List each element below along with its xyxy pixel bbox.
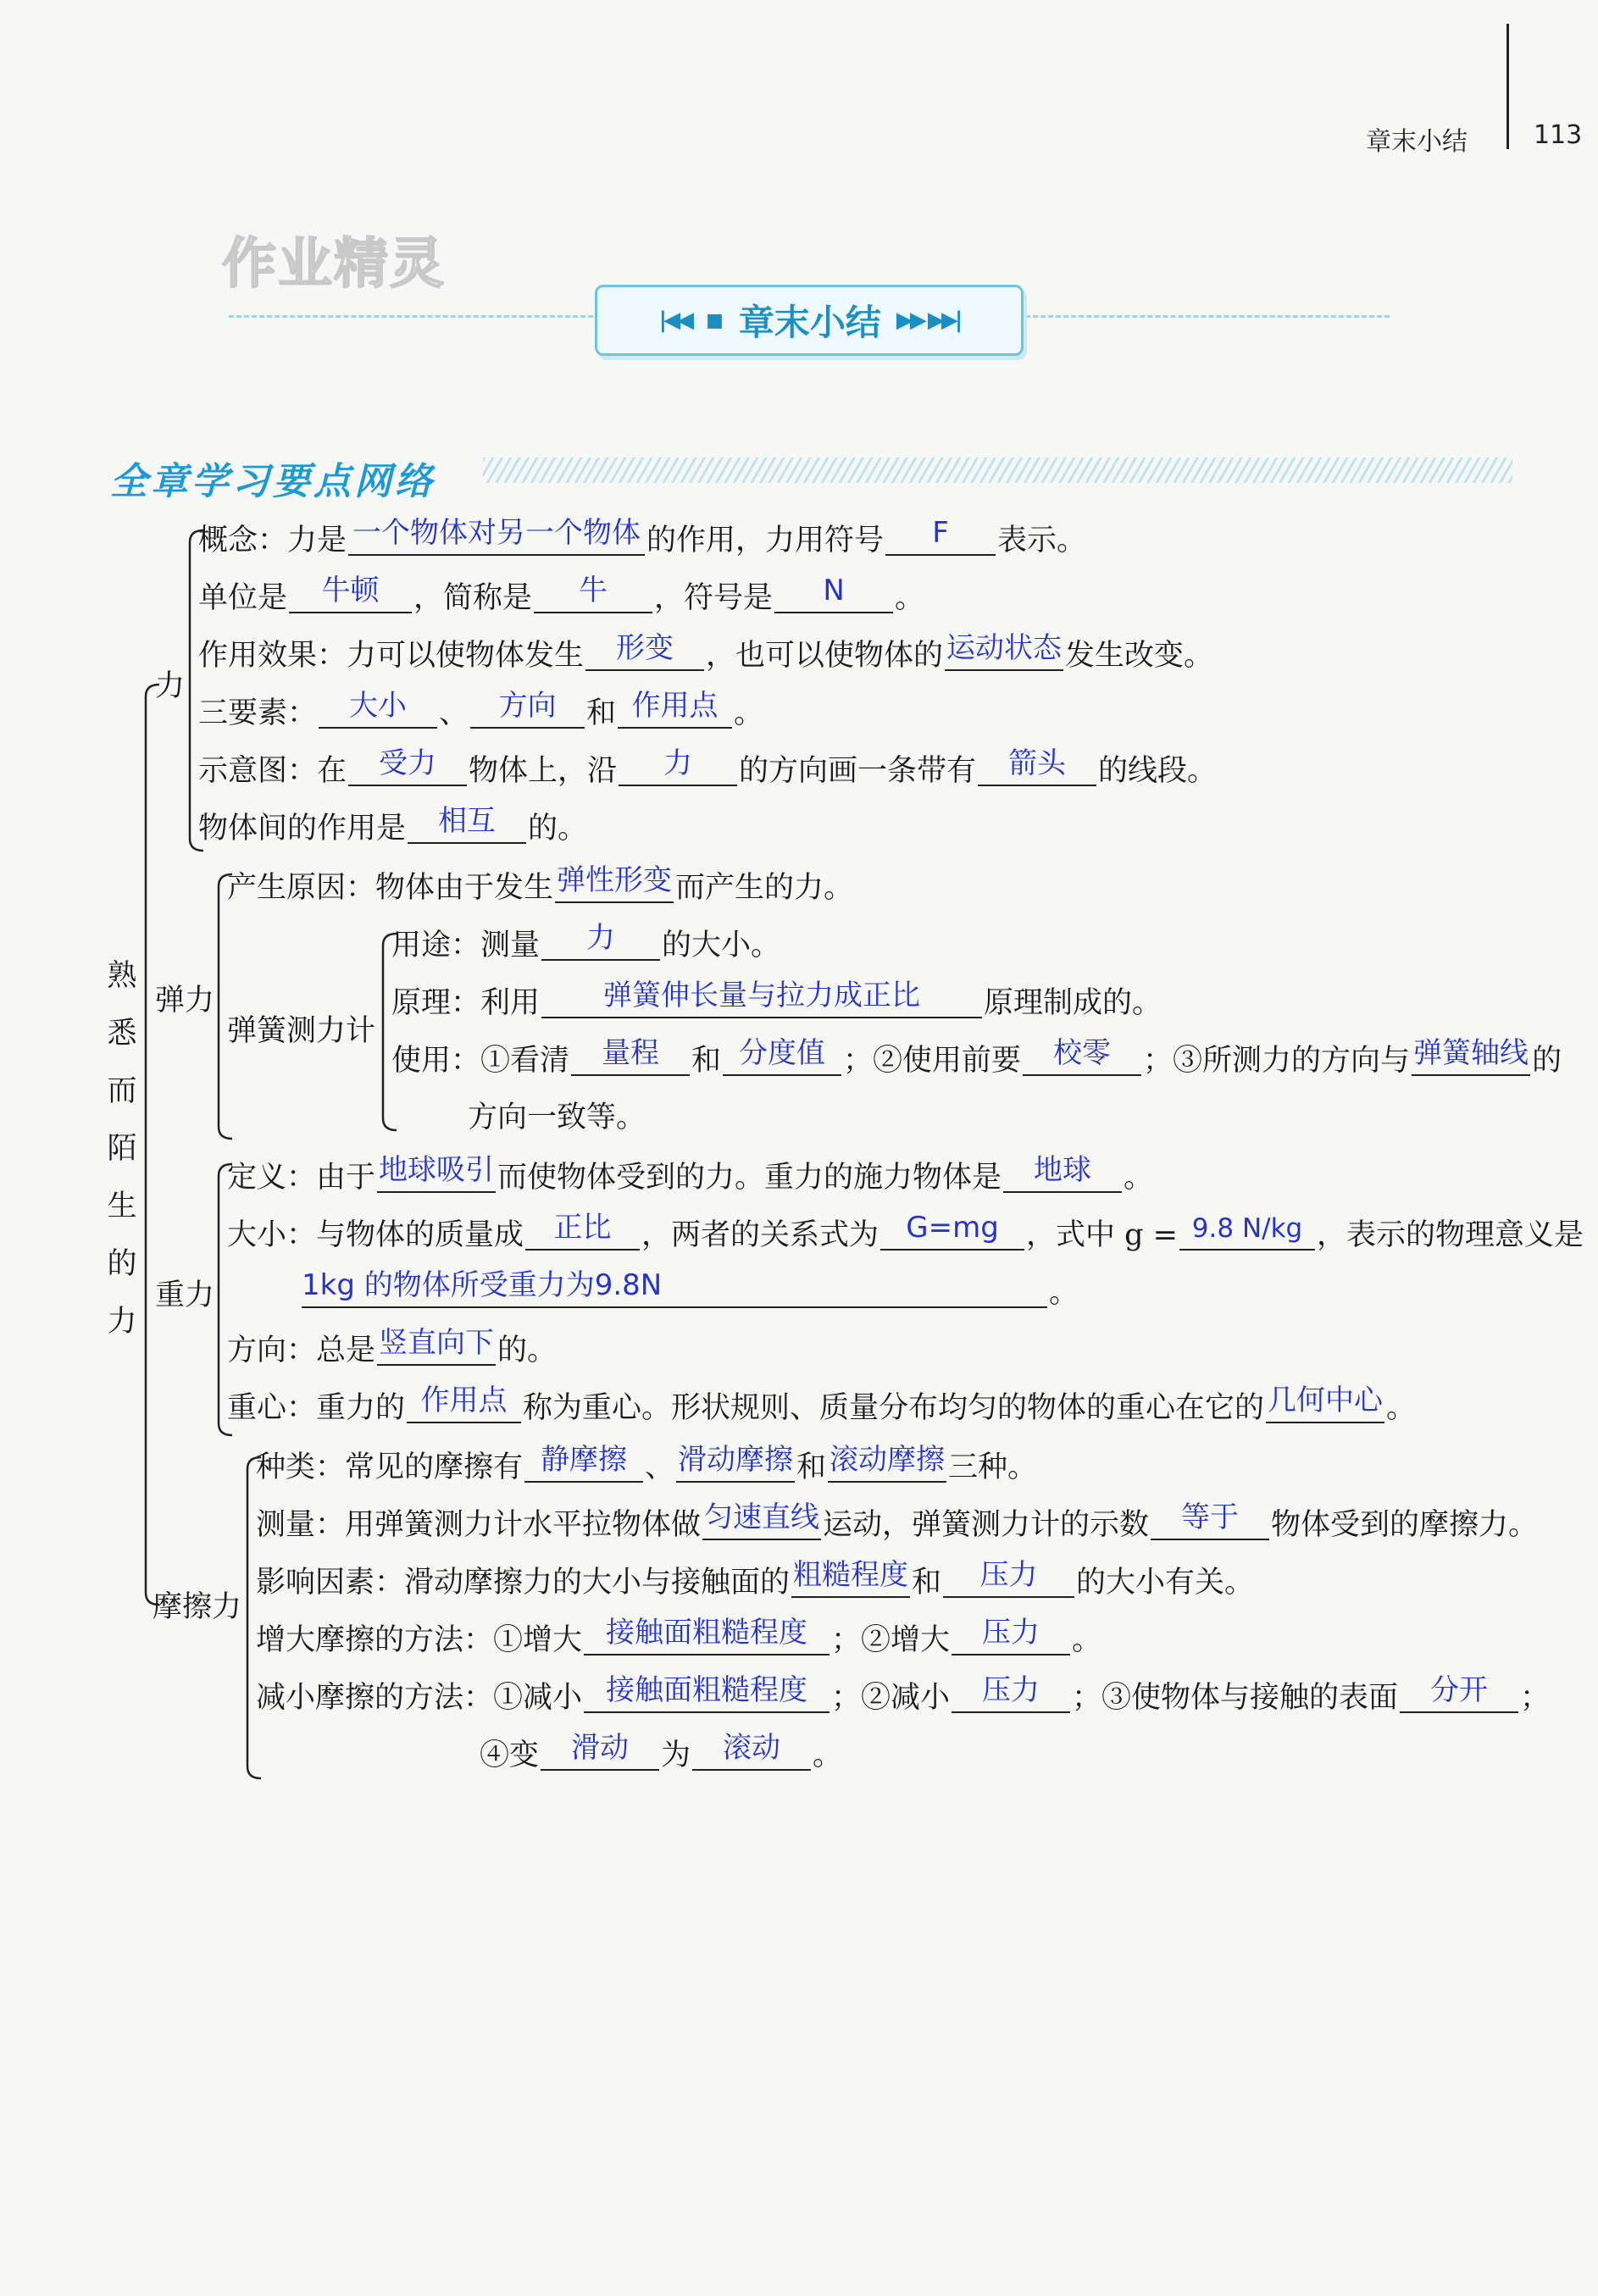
page-number: 113 [1534,120,1583,150]
spring-usage-cont-line: 方向一致等。 [468,1101,646,1134]
banner-title: 章末小结 [738,302,881,343]
force-three-elements-line: 三要素： 大小 、 方向 和 作用点 。 [198,689,764,730]
answer-blank: 滚动 [692,1740,811,1771]
fast-forward-icon: ▶▶ ▶▶| [896,308,960,333]
watermark-logo: 作业精灵 [222,233,446,296]
elastic-cause-line: 产生原因：物体由于发生 弹性形变 而产生的力。 [227,863,854,905]
answer-blank: 压力 [952,1683,1070,1713]
answer-blank: 受力 [348,756,467,786]
spring-use-line: 用途：测量 力 的大小。 [391,921,781,962]
answer-blank: 9.8 N/kg [1179,1220,1315,1251]
answer-blank: F [885,525,996,556]
gravity-definition-line: 定义：由于 地球吸引 而使物体受到的力。重力的施力物体是 地球 。 [227,1153,1154,1195]
group-friction: 摩擦力 [153,1590,242,1624]
answer-blank: 1kg 的物体所受重力为9.8N [302,1278,1047,1308]
answer-blank: 大小 [319,698,437,729]
root-topic-label: 熟悉而陌生的力 [107,959,137,1339]
force-brace [190,530,203,851]
answer-blank: 滚动摩擦 [828,1452,946,1483]
answer-blank: 分度值 [723,1045,841,1076]
answer-blank: 形变 [585,641,704,671]
root-brace [146,685,159,1605]
answer-blank: 牛 [534,583,652,613]
answer-blank: 相互 [408,813,526,844]
force-mutual-line: 物体间的作用是 相互 的。 [198,804,588,846]
answer-blank: 接触面粗糙程度 [584,1683,830,1713]
friction-factors-line: 影响因素：滑动摩擦力的大小与接触面的 粗糙程度 和 压力 的大小有关。 [256,1558,1255,1600]
friction-decrease-line: 减小摩擦的方法：①减小 接触面粗糙程度 ；②减小 压力 ；③使物体与接触的表面 分开 ； [256,1673,1551,1715]
force-effect-line: 作用效果：力可以使物体发生 形变 ，也可以使物体的 运动状态 发生改变。 [198,631,1214,673]
answer-blank: 竖直向下 [377,1335,496,1366]
answer-blank: 一个物体对另一个物体 [348,525,645,556]
answer-blank: 方向 [470,698,585,729]
spring-principle-line: 原理：利用 弹簧伸长量与拉力成正比 原理制成的。 [391,979,1162,1020]
answer-blank: 牛顿 [289,583,412,613]
friction-brace [247,1457,261,1778]
answer-blank: G=mg [880,1220,1024,1251]
friction-measure-line: 测量：用弹簧测力计水平拉物体做 匀速直线 运动，弹簧测力计的示数 等于 物体受到的摩擦力。 [256,1500,1539,1542]
friction-decrease-cont-line: ④变 滑动 为 滚动 。 [480,1731,843,1772]
group-elastic: 弹力 [155,984,215,1018]
answer-blank: 地球 [1003,1162,1122,1193]
answer-blank: 作用点 [407,1393,521,1423]
answer-blank: 静摩擦 [524,1452,643,1483]
group-force: 力 [155,669,186,703]
gravity-meaning-line: 1kg 的物体所受重力为9.8N 。 [302,1268,1079,1310]
answer-blank: 弹性形变 [555,873,674,903]
force-diagram-line: 示意图：在 受力 物体上，沿 力 的方向画一条带有 箭头 的线段。 [198,746,1218,788]
answer-blank: 力 [541,930,660,961]
answer-blank: 作用点 [618,698,732,729]
answer-blank: 压力 [943,1567,1074,1598]
section-title: 全章学习要点网络 [110,460,436,503]
answer-blank: 地球吸引 [377,1162,496,1193]
spring-scale-brace [383,934,397,1130]
answer-blank: 力 [619,756,737,786]
friction-increase-line: 增大摩擦的方法：①增大 接触面粗糙程度 ；②增大 压力 。 [256,1616,1102,1657]
answer-blank: 箭头 [978,756,1096,786]
answer-blank: 匀速直线 [702,1510,821,1540]
answer-blank: 校零 [1023,1045,1141,1076]
answer-blank: 几何中心 [1266,1393,1384,1423]
answer-blank: 运动状态 [945,641,1063,671]
answer-blank: 分开 [1400,1683,1518,1713]
answer-blank: 正比 [525,1220,640,1251]
force-concept-line: 概念：力是 一个物体对另一个物体 的作用，力用符号 F 表示。 [198,516,1087,557]
gravity-center-line: 重心：重力的 作用点 称为重心。形状规则、质量分布均匀的物体的重心在它的 几何中心 。 [227,1384,1417,1425]
answer-blank: 压力 [952,1625,1070,1655]
answer-blank: 量程 [571,1045,690,1076]
elastic-brace [219,874,232,1139]
group-gravity: 重力 [155,1278,215,1312]
square-icon: ■ [706,309,724,331]
group-spring-scale: 弹簧测力计 [227,1014,376,1048]
answer-blank: N [774,583,893,613]
answer-blank: 滑动 [541,1740,659,1771]
friction-types-line: 种类：常见的摩擦有 静摩擦 、 滑动摩擦 和 滚动摩擦 三种。 [256,1443,1038,1484]
answer-blank: 等于 [1151,1510,1269,1540]
answer-blank: 接触面粗糙程度 [584,1625,830,1655]
rewind-icon: |◀◀ [658,308,691,333]
answer-blank: 粗糙程度 [791,1567,910,1598]
spring-usage-line: 使用：①看清 量程 和 分度值 ；②使用前要 校零 ；③所测力的方向与 弹簧轴线 的 [391,1036,1562,1078]
force-unit-line: 单位是 牛顿 ，简称是 牛 ，符号是 N 。 [198,574,925,615]
gravity-direction-line: 方向：总是 竖直向下 的。 [227,1326,558,1367]
answer-blank: 滑动摩擦 [676,1452,795,1483]
gravity-magnitude-line: 大小：与物体的质量成 正比 ，两者的关系式为 G=mg ，式中 g = 9.8 N/kg ，表示的物理意义是 [227,1211,1584,1252]
answer-blank: 弹簧轴线 [1412,1045,1530,1076]
answer-blank: 弹簧伸长量与拉力成正比 [541,988,982,1018]
chapter-header: 章末小结 [1366,127,1468,157]
